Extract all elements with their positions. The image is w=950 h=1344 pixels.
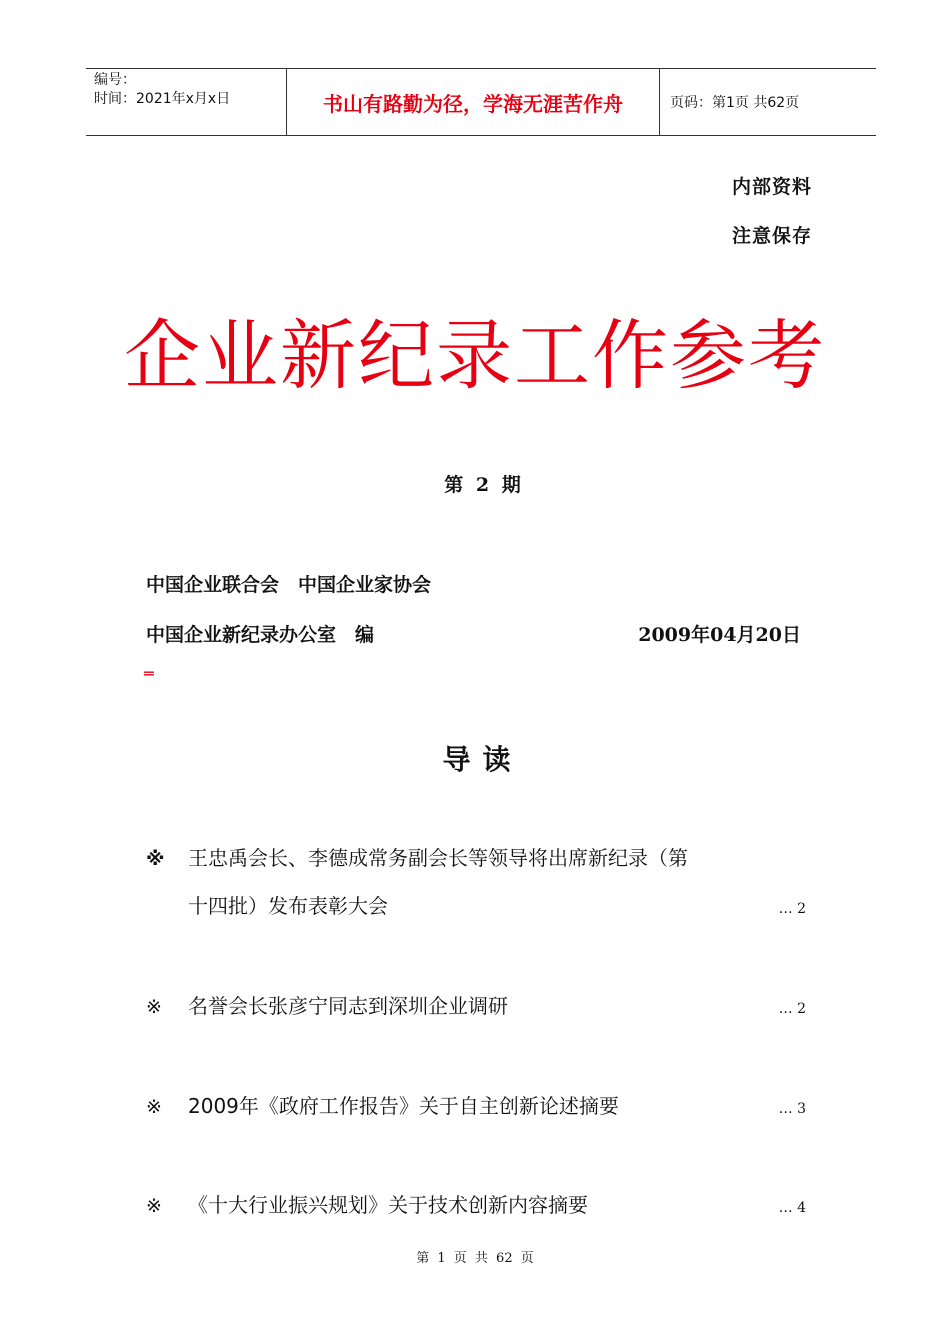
toc-item[interactable]: [146, 842, 806, 919]
header-page-info: 页码：第1页 共62页: [670, 95, 800, 111]
reference-mark-icon: ※: [146, 996, 162, 1018]
toc-item-text: 《十大行业振兴规划》关于技术创新内容摘要: [188, 1193, 588, 1217]
reference-mark-icon: ※: [146, 1096, 162, 1118]
page-header: [86, 68, 876, 136]
toc-item-page: … 3: [778, 1101, 806, 1117]
toc-item-page: … 2: [778, 1001, 806, 1017]
reference-mark-icon: ※: [146, 848, 165, 870]
toc-item[interactable]: [146, 990, 806, 1038]
toc-item[interactable]: [146, 1090, 806, 1138]
toc-item-page: … 2: [778, 901, 806, 917]
publisher-editor: 中国企业新纪录办公室 编: [146, 624, 375, 646]
toc-item-text-cont: 十四批）发布表彰大会: [188, 894, 388, 918]
time-label: 时间：2021年x月x日: [94, 91, 231, 107]
document-title: 企业新纪录工作参考: [124, 311, 826, 400]
toc-item-text: 2009年《政府工作报告》关于自主创新论述摘要: [188, 1094, 619, 1118]
editor-line: [146, 620, 801, 647]
guide-heading: 导读: [442, 743, 523, 776]
toc-item-text: 王忠禹会长、李德成常务副会长等领导将出席新纪录（第: [188, 846, 688, 870]
publisher-orgs: 中国企业联合会 中国企业家协会: [146, 574, 432, 596]
issue-number: 第 2 期: [444, 474, 521, 496]
reference-mark-icon: ※: [146, 1195, 162, 1217]
header-meta: [86, 69, 287, 135]
red-divider-mark: ═: [144, 664, 154, 683]
toc-item-page: … 4: [778, 1200, 806, 1216]
toc-item-text: 名誉会长张彦宁同志到深圳企业调研: [188, 994, 508, 1018]
header-motto: 书山有路勤为径，学海无涯苦作舟: [287, 69, 660, 135]
page-footer: 第 1 页 共 62 页: [416, 1251, 534, 1266]
number-label: 编号：: [94, 72, 136, 88]
publish-date: 2009年04月20日: [638, 624, 801, 646]
notice-keep: 注意保存: [732, 225, 813, 247]
notice-internal: 内部资料: [732, 176, 813, 198]
toc-item[interactable]: [146, 1189, 806, 1237]
